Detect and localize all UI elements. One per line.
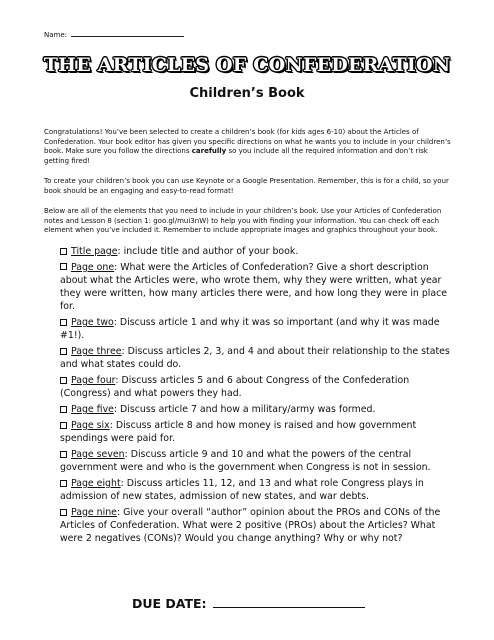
item-text: : Discuss article 1 and why it was so important (and why it was made #1!). [60,317,440,342]
checkbox[interactable] [60,422,67,429]
name-label: Name: [44,31,68,39]
checklist-item-title-page [60,245,452,258]
page-title: THE ARTICLES OF CONFEDERATION [43,54,451,76]
checklist-item-page-nine [60,506,452,546]
item-text: : Discuss article 9 and 10 and what the powers of the central government were and who is the government when Congress is not in session. [60,449,431,474]
checkbox[interactable] [60,480,67,487]
page-subtitle: Children’s Book [189,86,305,101]
checklist-item-page-five [60,403,452,416]
checklist-item-page-four [60,374,452,400]
item-label: Page nine [71,507,117,518]
item-text: : Discuss article 7 and how a military/army was formed. [113,404,376,416]
checkbox[interactable] [60,348,67,355]
checklist-item-page-two [60,316,452,342]
item-label: Page seven [71,449,125,460]
item-text: : Discuss articles 11, 12, and 13 and what role Congress plays in admission of new states, admission of new states, and war debts. [60,478,424,503]
checkbox[interactable] [60,377,67,384]
checkbox[interactable] [60,263,67,270]
item-label: Page one [71,261,115,273]
checklist-item-page-six [60,419,452,445]
item-text: : What were the Articles of Confederation? Give a short description about what the Articles were, who wrote them, why they were written, what year they were written, how many articles there were, and how long they were in place for. [60,261,448,313]
item-label: Title page [71,246,118,257]
checkbox[interactable] [60,319,67,326]
checklist-item-page-three [60,345,452,371]
intro-p1-text-a: Congratulations! You’ve been selected to create a children’s book (for kids ages 6-10) about the Articles of Confederation. Your book editor has given you specific directions on what he wants you to include in your children’s book. Make sure you follow the directions [44,128,451,156]
checkbox[interactable] [60,406,67,413]
item-text: : include title and author of your book. [117,246,299,257]
checkbox[interactable] [60,248,67,255]
item-text: : Discuss article 8 and how money is raised and how government spendings were paid for. [60,420,417,445]
due-date-label: DUE DATE: [132,596,207,611]
item-label: Page three [71,346,122,358]
item-label: Page six [71,420,110,431]
checklist-item-page-one [60,261,452,314]
checkbox[interactable] [60,451,67,458]
intro-paragraph-1 [44,128,454,166]
intro-p1-bold: carefully [191,147,227,156]
item-label: Page four [71,375,116,387]
checklist-item-page-eight [60,477,452,503]
name-blank-line [71,30,184,37]
due-date-blank-line [213,597,365,608]
name-field-row [44,30,184,39]
item-label: Page five [71,404,114,416]
item-label: Page eight [71,478,121,489]
item-text: : Give your overall “author” opinion about the PROs and CONs of the Articles of Confederation. What were 2 positive (PROs) about the Articles? What were 2 negatives (CONs)? Would you change anything? Why or why not? [60,507,441,545]
checkbox[interactable] [60,509,67,516]
intro-paragraph-3: Below are all of the elements that you need to include in your children’s book. Use your Articles of Confederation notes and Lesson 8 (section 1: goo.gl/mui3nW) to help you with finding your information. You can check off each element when you’ve included it. Remember to include appropriate images and graphics throughout your book. [44,207,442,235]
item-text: : Discuss articles 2, 3, and 4 and about their relationship to the states and what states could do. [60,346,450,371]
intro-p1-text-b: so you include all the required information and don’t risk getting fired! [44,147,428,165]
checklist [60,245,452,548]
due-date-row [132,596,365,611]
item-text: : Discuss articles 5 and 6 about Congress of the Confederation (Congress) and what powers they had. [60,375,410,400]
intro-paragraph-2: To create your children’s book you can use Keynote or a Google Presentation. Remember, this is for a child, so your book should be an engaging and easy-to-read format! [44,177,449,195]
item-label: Page two [71,317,114,329]
checklist-item-page-seven [60,448,452,474]
